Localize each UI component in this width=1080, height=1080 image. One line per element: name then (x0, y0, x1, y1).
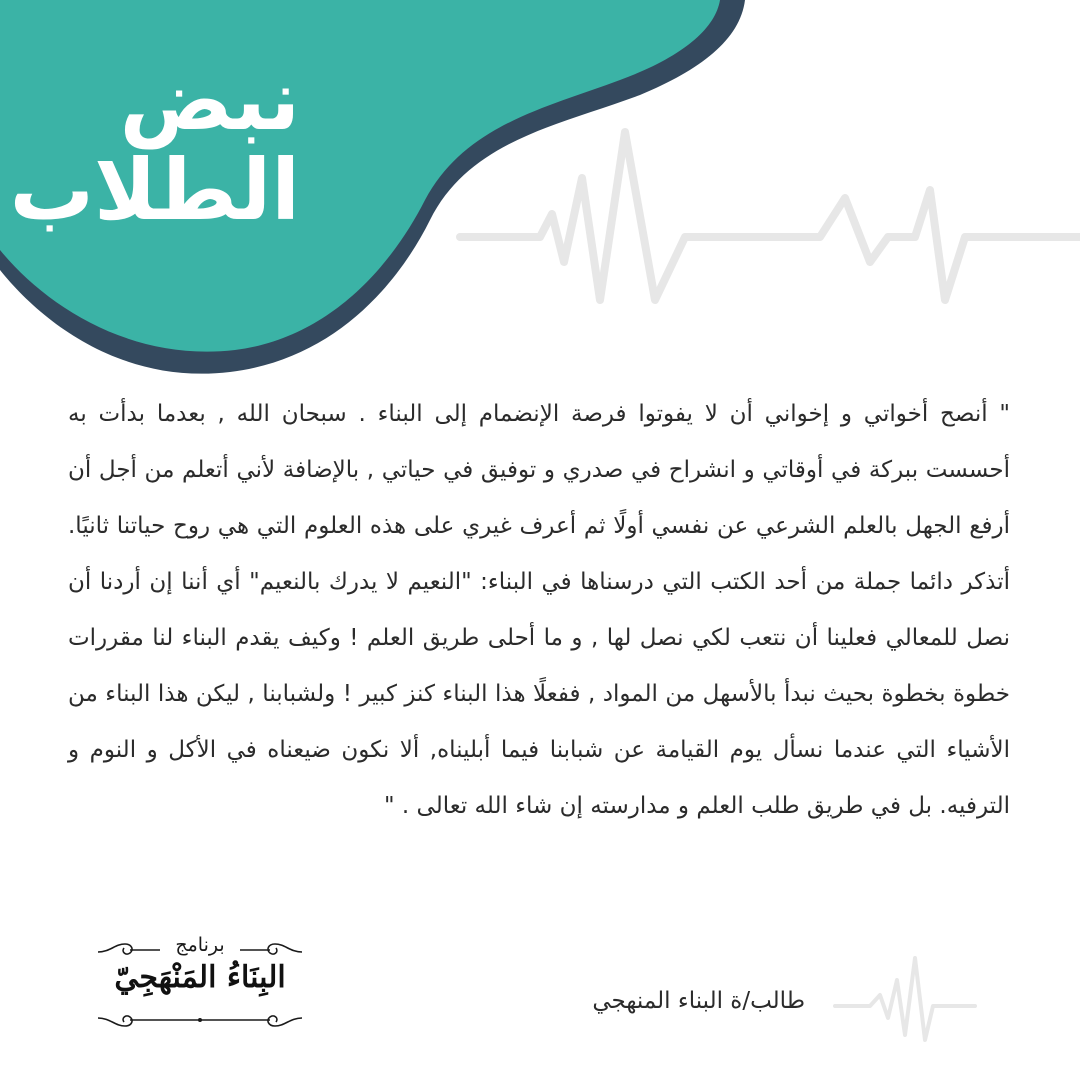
heartbeat-line-top (460, 132, 1080, 300)
author-signature: طالب/ة البناء المنهجي (592, 988, 805, 1014)
logo-title: البِنَاءُ المَنْهَجِيّ (114, 960, 286, 995)
testimonial-quote: " أنصح أخواتي و إخواني أن لا يفوتوا فرصة الإنضمام إلى البناء . سبحان الله , بعدما بدأت به أحسست ببركة في أوقاتي و انشراح في صدري و توفيق في حياتي , بالإضافة لأني أتعلم من أجل أن أرفع الجهل بالعلم الشرعي عن نفسي أولًا ثم أعرف غيري على هذه العلوم التي هي روح حياتنا ثانيًا. أتذكر دائما جملة من أحد الكتب التي درسناها في البناء: "النعيم لا يدرك بالنعيم" أي أننا إن أردنا أن نصل للمعالي فعلينا أن نتعب لكي نصل لها , و ما أحلى طريق العلم ! وكيف يقدم البناء لنا مقررات خطوة بخطوة بحيث نبدأ بالأسهل من المواد , ففعلًا هذا البناء كنز كبير ! ولشبابنا , ليكن هذا البناء من الأشياء التي عندما نسأل يوم القيامة عن شبابنا فيما أبليناه, ألا نكون ضيعناه في الأكل و النوم و الترفيه. بل في طريق طلب العلم و مدارسته إن شاء الله تعالى . " (68, 401, 1010, 819)
heartbeat-line-bottom (835, 958, 975, 1040)
title-line-2: الطلاب (9, 141, 300, 239)
logo-subtitle: برنامج (175, 934, 225, 956)
program-logo (90, 932, 310, 1032)
title-line-1: نبض (119, 51, 300, 149)
